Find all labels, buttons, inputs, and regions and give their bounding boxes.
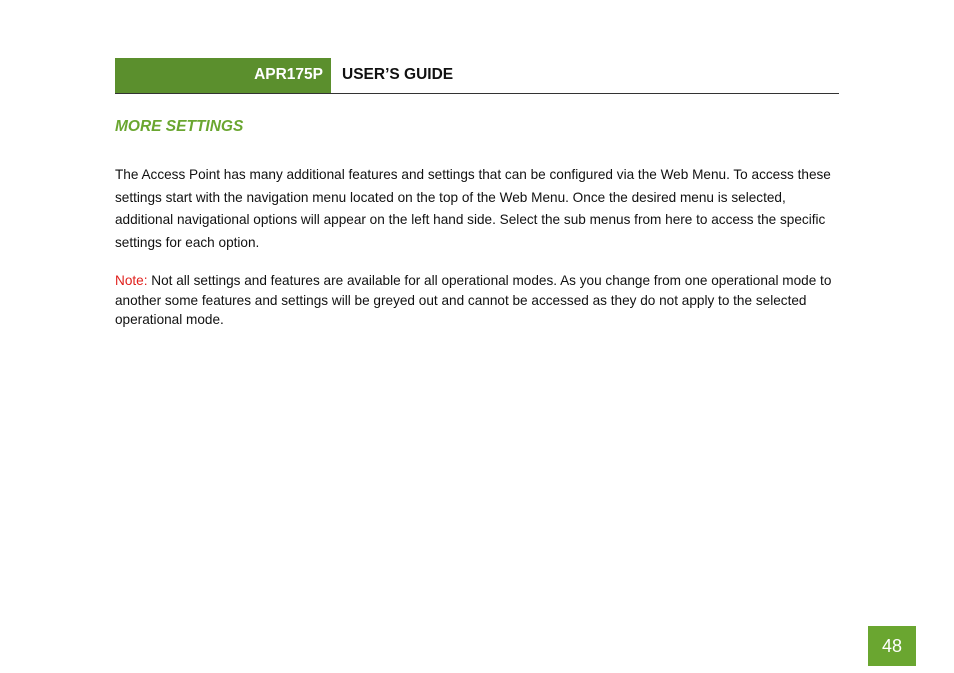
section-title: MORE SETTINGS [115, 118, 244, 135]
note-label: Note: [115, 273, 148, 288]
header-model-label: APR175P [254, 66, 323, 83]
note-text: Not all settings and features are available for all operational modes. As you change from one operational mode to another some features and settings will be greyed out and cannot be accessed as they do not apply to the selected operational mode. [115, 273, 832, 327]
header-divider [115, 93, 839, 94]
header-model-bar [115, 58, 331, 93]
body-paragraph: The Access Point has many additional features and settings that can be configured via the Web Menu. To access these settings start with the navigation menu located on the top of the Web Menu. Once the desired menu is selected, additional navigational options will appear on the left hand side. Select the sub menus from here to access the specific settings for each option. [115, 167, 831, 250]
note-paragraph [115, 271, 840, 330]
header-guide-title: USER’S GUIDE [342, 66, 454, 83]
page-number: 48 [868, 626, 916, 666]
